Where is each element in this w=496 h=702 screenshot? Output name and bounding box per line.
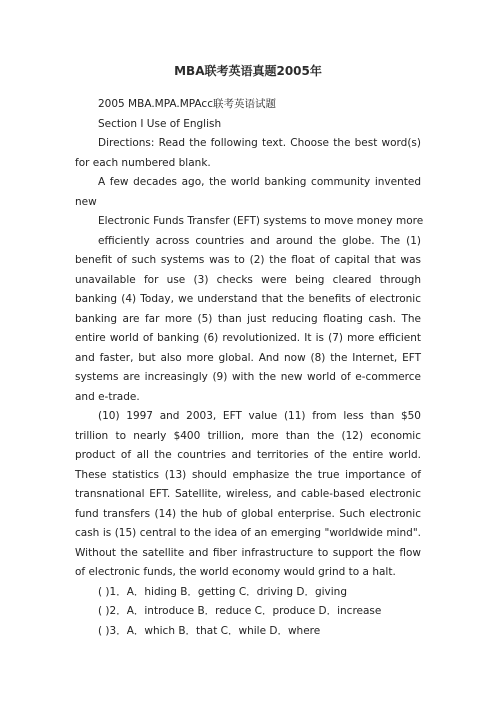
passage-paragraph-2: (10) 1997 and 2003, EFT value (11) from less than $50 trillion to nearly $400 trillion, more than the (12) economic product of all the countries and territories of the entire world. These statistics (13) should emphasize the true importance of transnational EFT. Satellite, wireless, and cable-based electronic fund transfers (14) the hub of global enterprise. Such electronic cash is (15) central to the idea of an emerging "worldwide mind". Without the satellite and fiber infrastructure to support the flow of electronic funds, the world economy would grind to a halt. — [75, 410, 421, 578]
exam-name-line: 2005 MBA.MPA.MPAcc联考英语试题 — [98, 98, 276, 110]
question-1: ( )1．A．hiding B．getting C．driving D．giving — [98, 585, 347, 598]
section-heading: Section Ⅰ Use of English — [98, 117, 222, 130]
passage-paragraph-1: efficiently across countries and around the globe. The (1) benefit of such systems was to (2) the float of capital that was unavailable for use (3) checks were being cleared through banking (4) Today, we understand that the benefits of electronic banking are far more (5) than just reducing floating cash. The entire world of banking (6) revolutionized. It is (7) more efficient and faster, but also more global. And now (8) the Internet, EFT systems are increasingly (9) with the new world of e-commerce and e-trade. — [75, 234, 421, 403]
directions-paragraph: Directions: Read the following text. Choose the best word(s) for each numbered blank. — [75, 137, 421, 169]
passage-line-1: A few decades ago, the world banking community invented new — [75, 176, 421, 208]
question-2: ( )2．A．introduce B．reduce C．produce D．increase — [98, 605, 382, 617]
document-body — [75, 95, 424, 641]
document-title: MBA联考英语真题2005年 — [174, 64, 322, 78]
passage-line-2: Electronic Funds Transfer (EFT) systems to move money more — [98, 215, 424, 227]
question-3: ( )3．A．which B．that C．while D．where — [98, 624, 321, 637]
